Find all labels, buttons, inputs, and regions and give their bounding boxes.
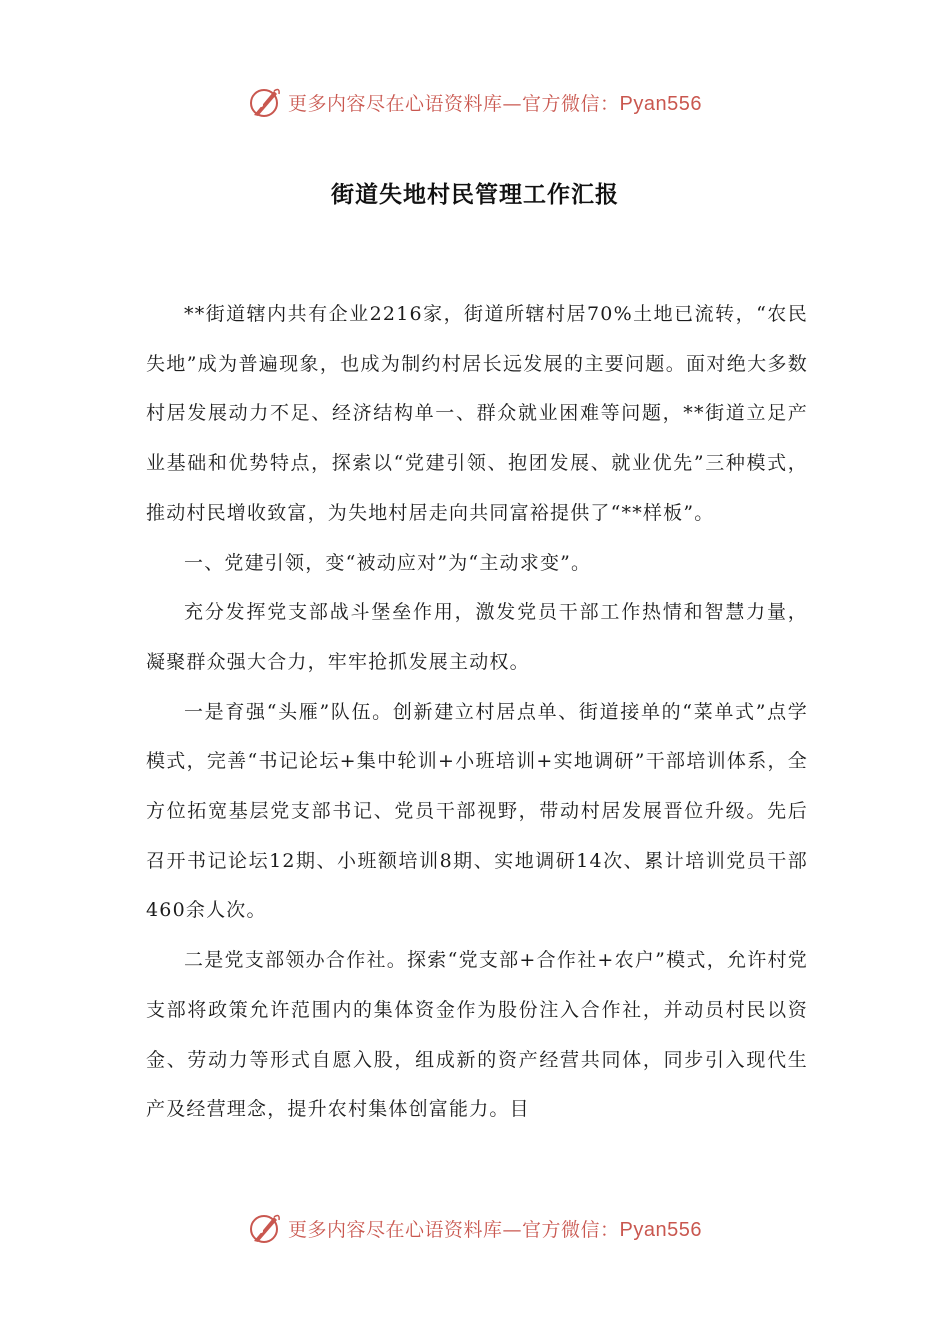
wechat-id: Pyan556 bbox=[619, 1218, 702, 1241]
quill-logo-icon bbox=[248, 85, 282, 119]
document-title: 街道失地村民管理工作汇报 bbox=[331, 182, 619, 208]
paragraph-section-1-intro: 充分发挥党支部战斗堡垒作用，激发党员干部工作热情和智慧力量，凝聚群众强大合力，牢牢抢抓发展主动权。 bbox=[146, 601, 808, 673]
document-body bbox=[146, 290, 808, 1135]
paragraph-point-2: 二是党支部领办合作社。探索“党支部+合作社+农户”模式，允许村党支部将政策允许范围内的集体资金作为股份注入合作社，并动员村民以资金、劳动力等形式自愿入股，组成新的资产经营共同体，同步引入现代生产及经营理念，提升农村集体创富能力。目 bbox=[146, 949, 808, 1121]
section-heading-1: 一、党建引领，变“被动应对”为“主动求变”。 bbox=[184, 551, 592, 574]
watermark-text: 更多内容尽在心语资料库—官方微信：Pyan556 bbox=[288, 1218, 702, 1241]
footer-watermark-banner bbox=[0, 1208, 950, 1248]
watermark-text: 更多内容尽在心语资料库—官方微信：Pyan556 bbox=[288, 92, 702, 115]
paragraph-intro: **街道辖内共有企业2216家，街道所辖村居70%土地已流转，“农民失地”成为普遍现象，也成为制约村居长远发展的主要问题。面对绝大多数村居发展动力不足、经济结构单一、群众就业困难等问题，**街道立足产业基础和优势特点，探索以“党建引领、抱团发展、就业优先”三种模式，推动村民增收致富，为失地村居走向共同富裕提供了“**样板”。 bbox=[146, 303, 808, 524]
paragraph-point-1: 一是育强“头雁”队伍。创新建立村居点单、街道接单的“菜单式”点学模式，完善“书记论坛+集中轮训+小班培训+实地调研”干部培训体系，全方位拓宽基层党支部书记、党员干部视野，带动村居发展晋位升级。先后召开书记论坛12期、小班额培训8期、实地调研14次、累计培训党员干部460余人次。 bbox=[146, 700, 808, 922]
header-watermark-banner bbox=[0, 82, 950, 122]
quill-logo-icon bbox=[248, 1211, 282, 1245]
wechat-id: Pyan556 bbox=[619, 92, 702, 115]
